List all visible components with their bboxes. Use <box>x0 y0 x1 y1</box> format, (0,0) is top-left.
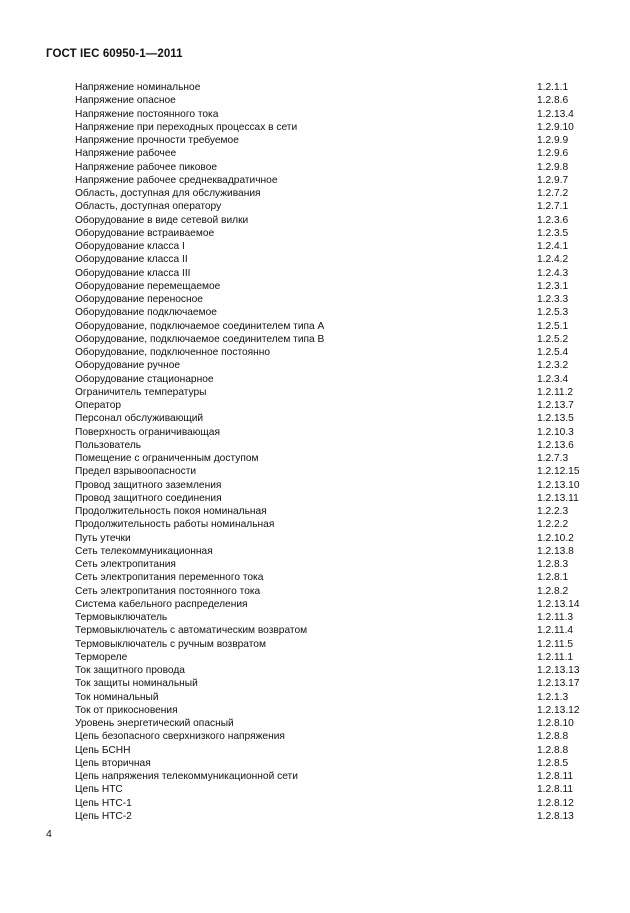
index-entry <box>75 585 587 598</box>
index-term: Путь утечки <box>75 532 131 544</box>
index-term: Оборудование перемещаемое <box>75 280 221 292</box>
index-entry <box>75 240 587 253</box>
index-reference: 1.2.8.11 <box>537 771 574 782</box>
index-reference: 1.2.7.1 <box>537 201 569 213</box>
index-reference: 1.2.4.3 <box>537 267 569 279</box>
index-reference: 1.2.1.1 <box>537 82 569 93</box>
index-entry <box>75 452 587 465</box>
index-entry <box>75 227 587 240</box>
index-entry <box>75 810 587 823</box>
index-entry <box>75 412 587 425</box>
index-term: Цепь НТС-1 <box>75 797 132 809</box>
index-reference: 1.2.8.6 <box>537 95 569 107</box>
index-entry <box>75 306 587 319</box>
index-entry <box>75 200 587 213</box>
index-reference: 1.2.2.2 <box>537 519 569 531</box>
index-entry <box>75 611 587 624</box>
index-reference: 1.2.8.8 <box>537 731 569 743</box>
index-entry <box>75 333 587 346</box>
index-reference: 1.2.11.1 <box>537 651 574 663</box>
index-reference: 1.2.13.14 <box>537 598 580 610</box>
index-term: Персонал обслуживающий <box>75 413 204 425</box>
index-entry <box>75 386 587 399</box>
index-reference: 1.2.8.2 <box>537 585 569 597</box>
index-entry <box>75 94 587 107</box>
index-term: Термореле <box>75 651 128 663</box>
index-term: Напряжение прочности требуемое <box>75 135 239 146</box>
index-reference: 1.2.5.1 <box>537 320 569 332</box>
index-term: Цепь БСНН <box>75 744 131 756</box>
index-term: Область, доступная оператору <box>75 201 222 213</box>
index-term: Напряжение рабочее среднеквадратичное <box>75 174 278 186</box>
index-term: Цепь безопасного сверхнизкого напряжения <box>75 731 285 743</box>
index-reference: 1.2.13.17 <box>537 678 580 690</box>
index-entry <box>75 704 587 717</box>
index-reference: 1.2.8.11 <box>537 784 574 796</box>
index-term: Предел взрывоопасности <box>75 466 197 478</box>
index-entry <box>75 545 587 558</box>
index-reference: 1.2.8.5 <box>537 757 569 769</box>
index-reference: 1.2.13.8 <box>537 545 574 557</box>
index-entry <box>75 744 587 757</box>
index-reference: 1.2.8.13 <box>537 810 574 822</box>
index-reference: 1.2.2.3 <box>537 506 569 517</box>
index-reference: 1.2.4.2 <box>537 254 569 266</box>
index-entry <box>75 134 587 147</box>
index-term: Провод защитного соединения <box>75 492 222 504</box>
index-entry <box>75 267 587 280</box>
index-entry <box>75 691 587 704</box>
index-reference: 1.2.9.8 <box>537 161 569 173</box>
index-entry <box>75 108 587 121</box>
index-term: Напряжение рабочее пиковое <box>75 161 218 173</box>
index-term: Сеть электропитания постоянного тока <box>75 585 261 597</box>
index-reference: 1.2.3.3 <box>537 294 569 305</box>
index-term: Цепь вторичная <box>75 757 151 769</box>
index-entry <box>75 187 587 200</box>
index-term: Оборудование, подключаемое соединителем типа A <box>75 320 325 332</box>
index-term: Ток защиты номинальный <box>75 678 198 690</box>
index-entry <box>75 293 587 306</box>
page-number: 4 <box>46 828 52 840</box>
index-entry <box>75 439 587 452</box>
index-entry <box>75 214 587 227</box>
index-term: Оборудование стационарное <box>75 373 214 385</box>
index-term: Термовыключатель с ручным возвратом <box>75 638 266 650</box>
index-reference: 1.2.10.3 <box>537 426 574 438</box>
index-reference: 1.2.3.2 <box>537 360 569 372</box>
index-entry <box>75 320 587 333</box>
index-term: Уровень энергетический опасный <box>75 718 234 729</box>
index-reference: 1.2.9.6 <box>537 148 569 160</box>
index-reference: 1.2.5.2 <box>537 333 569 345</box>
index-reference: 1.2.7.2 <box>537 188 569 199</box>
index-entry <box>75 783 587 796</box>
index-term: Оборудование класса I <box>75 241 185 252</box>
index-reference: 1.2.4.1 <box>537 241 569 252</box>
index-term: Ограничитель температуры <box>75 386 207 398</box>
index-reference: 1.2.8.8 <box>537 744 569 756</box>
index-entry <box>75 505 587 518</box>
index-entry <box>75 147 587 160</box>
index-reference: 1.2.11.2 <box>537 386 574 398</box>
index-entry <box>75 651 587 664</box>
index-term: Ток номинальный <box>75 691 159 703</box>
index-term: Оборудование, подключенное постоянно <box>75 347 271 358</box>
index-reference: 1.2.9.9 <box>537 135 569 146</box>
index-reference: 1.2.8.12 <box>537 797 574 809</box>
index-term: Помещение с ограниченным доступом <box>75 453 259 464</box>
index-reference: 1.2.13.4 <box>537 108 574 120</box>
index-term: Цепь НТС <box>75 784 123 796</box>
index-entry <box>75 359 587 372</box>
index-entry <box>75 280 587 293</box>
index-entry <box>75 664 587 677</box>
index-reference: 1.2.11.4 <box>537 625 574 637</box>
index-term: Напряжение рабочее <box>75 148 177 160</box>
index-term: Термовыключатель <box>75 612 168 623</box>
index-reference: 1.2.8.10 <box>537 718 574 729</box>
index-reference: 1.2.3.6 <box>537 214 569 226</box>
index-entry <box>75 426 587 439</box>
index-term: Ток защитного провода <box>75 665 185 676</box>
index-reference: 1.2.11.5 <box>537 638 574 650</box>
index-reference: 1.2.1.3 <box>537 691 569 703</box>
index-term: Цепь НТС-2 <box>75 810 132 822</box>
index-reference: 1.2.13.11 <box>537 492 579 504</box>
index-reference: 1.2.8.3 <box>537 559 569 570</box>
index-term: Оборудование ручное <box>75 360 181 372</box>
index-reference: 1.2.13.5 <box>537 413 574 425</box>
index-term: Цепь напряжения телекоммуникационной сети <box>75 771 298 782</box>
index-entry <box>75 346 587 359</box>
index-entry <box>75 518 587 531</box>
term-index-list <box>75 81 587 823</box>
index-term: Оборудование класса III <box>75 267 191 279</box>
index-entry <box>75 730 587 743</box>
index-term: Оборудование класса II <box>75 254 188 266</box>
index-term: Оборудование в виде сетевой вилки <box>75 214 249 226</box>
index-entry <box>75 797 587 810</box>
index-reference: 1.2.5.4 <box>537 347 569 358</box>
index-entry <box>75 373 587 386</box>
index-term: Напряжение номинальное <box>75 82 201 93</box>
index-entry <box>75 598 587 611</box>
index-term: Напряжение опасное <box>75 95 176 107</box>
index-entry <box>75 81 587 94</box>
index-reference: 1.2.7.3 <box>537 453 569 464</box>
index-reference: 1.2.5.3 <box>537 307 569 319</box>
index-entry <box>75 638 587 651</box>
index-term: Оборудование переносное <box>75 294 203 305</box>
index-entry <box>75 558 587 571</box>
index-entry <box>75 677 587 690</box>
index-entry <box>75 465 587 478</box>
index-term: Оборудование, подключаемое соединителем типа B <box>75 333 325 345</box>
index-reference: 1.2.13.7 <box>537 400 574 411</box>
index-term: Область, доступная для обслуживания <box>75 188 261 199</box>
index-term: Продолжительность покоя номинальная <box>75 506 267 517</box>
index-reference: 1.2.3.5 <box>537 227 569 239</box>
index-reference: 1.2.13.12 <box>537 704 580 716</box>
index-entry <box>75 757 587 770</box>
index-term: Система кабельного распределения <box>75 598 248 610</box>
index-entry <box>75 532 587 545</box>
index-entry <box>75 399 587 412</box>
index-reference: 1.2.12.15 <box>537 466 580 478</box>
index-reference: 1.2.13.10 <box>537 479 580 491</box>
index-reference: 1.2.3.1 <box>537 280 569 292</box>
index-term: Сеть электропитания <box>75 559 176 570</box>
index-reference: 1.2.11.3 <box>537 612 574 623</box>
index-reference: 1.2.13.13 <box>537 665 580 676</box>
index-term: Ток от прикосновения <box>75 704 178 716</box>
index-entry <box>75 571 587 584</box>
index-term: Сеть телекоммуникационная <box>75 545 213 557</box>
index-entry <box>75 174 587 187</box>
index-entry <box>75 717 587 730</box>
index-term: Оператор <box>75 400 122 411</box>
index-term: Провод защитного заземления <box>75 479 222 491</box>
index-reference: 1.2.10.2 <box>537 532 574 544</box>
index-term: Сеть электропитания переменного тока <box>75 572 264 584</box>
index-reference: 1.2.3.4 <box>537 373 569 385</box>
index-entry <box>75 492 587 505</box>
index-entry <box>75 479 587 492</box>
index-reference: 1.2.9.7 <box>537 174 569 186</box>
index-term: Напряжение постоянного тока <box>75 108 219 120</box>
index-entry <box>75 770 587 783</box>
index-entry <box>75 121 587 134</box>
index-entry <box>75 624 587 637</box>
index-term: Напряжение при переходных процессах в сети <box>75 121 298 133</box>
index-term: Оборудование подключаемое <box>75 307 217 319</box>
index-entry <box>75 161 587 174</box>
index-reference: 1.2.13.6 <box>537 439 574 451</box>
index-term: Поверхность ограничивающая <box>75 426 220 438</box>
index-term: Термовыключатель с автоматическим возвратом <box>75 625 308 637</box>
index-entry <box>75 253 587 266</box>
index-reference: 1.2.8.1 <box>537 572 569 584</box>
document-header: ГОСТ IEC 60950-1—2011 <box>46 48 183 60</box>
index-reference: 1.2.9.10 <box>537 121 574 133</box>
index-term: Оборудование встраиваемое <box>75 227 215 239</box>
index-term: Продолжительность работы номинальная <box>75 519 275 531</box>
index-term: Пользователь <box>75 439 142 451</box>
